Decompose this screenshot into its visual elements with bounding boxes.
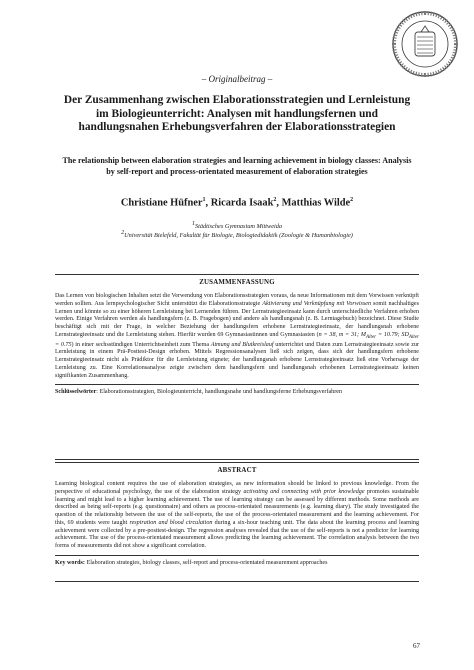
abstract-heading: ABSTRACT <box>217 467 257 474</box>
author-name: Matthias Wilde <box>281 197 351 209</box>
affiliation-mark: 1 <box>191 221 195 227</box>
zusammenfassung-section <box>55 274 419 460</box>
article-type-label: – Originalbeitrag – <box>201 74 273 84</box>
abstract-section <box>55 462 419 582</box>
affiliation-mark: 2 <box>121 230 125 236</box>
section-divider <box>55 555 419 556</box>
author-name: Ricarda Isaak <box>210 197 274 209</box>
university-seal-logo <box>391 10 459 78</box>
author-name: Christiane Hüfner <box>120 197 203 209</box>
keywords-english: Key words: Elaboration strategies, biology classes, self-report and process-orientated measurement approaches <box>55 559 328 566</box>
affiliation-text: Städtisches Gymnasium Mittweida <box>194 223 283 231</box>
keywords-german: Schlüsselwörter: Elaborationsstrategien, Biologieunterricht, handlungsnahe und handlungsferne Erhebungsverfahren <box>55 389 343 396</box>
title-german: Der Zusammenhang zwischen Elaborationsstrategien und Lernleistung im Biologieunterricht: Analysen mit handlungsfernen und handlungsnahen Erhebungsverfahren der Elaborationsstrategien <box>63 94 411 134</box>
author-list <box>0 197 474 208</box>
abstract-text: Learning biological content requires the use of elaboration strategies, as new information should be linked to previous knowledge. From the perspective of educational psychology, the use of the elaboration strategy activating and connecting with prior knowledge promotes sustainable learning and might lead to a higher learning achievement. The use of learning strategy can be assessed by different methods. Some methods are described as being self-reports (e.g. questionnaire) and others as process-orientated measurements (e.g. learning diary). The study investigated the question of the relationship between the use of the self-reports, the use of the process-orientated measurement and the learning achievement. For this, 69 students were taught respiration and blood circulation during a six-hour teaching unit. The data about the learning process and learning achievement were collected by a pre-posttest-design. The regression analyses revealed that the use of the self-reports is not a predictor for learning achievement. The use of the process-orientated measurement allows predicting the learning achievement. The correlation analysis between the two forms of measurements did not show a significant correlation. <box>55 481 420 549</box>
author-affiliation-mark: 2 <box>350 197 354 203</box>
author-separator: , <box>205 197 211 209</box>
affiliation <box>40 229 434 240</box>
author-affiliation-mark: 1 <box>202 197 206 203</box>
zusammenfassung-heading: ZUSAMMENFASSUNG <box>199 279 275 286</box>
section-divider <box>55 384 419 385</box>
title-english: The relationship between elaboration strategies and learning achievement in biology classes: Analysis by self-report and process-orientated measurement of elaboration strategies <box>62 156 412 176</box>
page-number: 67 <box>413 642 420 650</box>
zusammenfassung-text: Das Lernen von biologischen Inhalten setzt die Verwendung von Elaborationsstrategien voraus, da neue Informationen mit dem Vorwissen verknüpft werden sollten. Aus lernpsychologischer Sicht unterstützt die Elaborationsstrategie Aktivierung und Verknüpfung mit Vorwissen somit nachhaltiges Lernen und könnte so zu einer höheren Lernleistung bei Lernenden führen. Der Lernstrategieeinsatz kann durch unterschiedliche Verfahren erhoben werden. Einige Verfahren werden als handlungsfern (z. B. Fragebogen) und andere als handlungsnah (z. B. Lerntagebuch) bezeichnet. Diese Studie beschäftigt sich mit der Frage, in welcher Beziehung der handlungsfern erhobene Lernstrategieeinsatz, der handlungsnah erhobene Lernstrategieeinsatz und die Lernleistung stehen. Hierfür wurden 69 Gymnasiastinnen und Gymnasiasten (n = 38, m = 31; $M_{Alter} = 10.79$; $SD_{Alter} = 0.75$) in einer sechsstündigen Unterrichtseinheit zum Thema Atmung und Blutkreislauf unterrichtet und Daten zum Lernstrategieeinsatz sowie zur Lernleistung in einem Prä-Posttest-Design erhoben. Mittels Regressionsanalysen ließ sich zeigen, dass sich der handlungsfern erhobene Lernstrategieeinsatz nicht als Prädiktor für die Lernleistung eignete; der handlungsnah erhobene Lernstrategieeinsatz ließ eine Vorhersage der Lernleistung zu. Eine Korrelationsanalyse zeigte zwischen dem handlungsfern und handlungsnah erhobenen Lernstrategieeinsatz keinen signifikanten Zusammenhang. <box>55 293 420 379</box>
author-affiliation-mark: 2 <box>273 197 277 203</box>
author-separator: , <box>276 197 282 209</box>
affiliation-text: Universität Bielefeld, Fakultät für Biologie, Biologiedidaktik (Zoologie & Humanbiologie) <box>124 232 353 240</box>
